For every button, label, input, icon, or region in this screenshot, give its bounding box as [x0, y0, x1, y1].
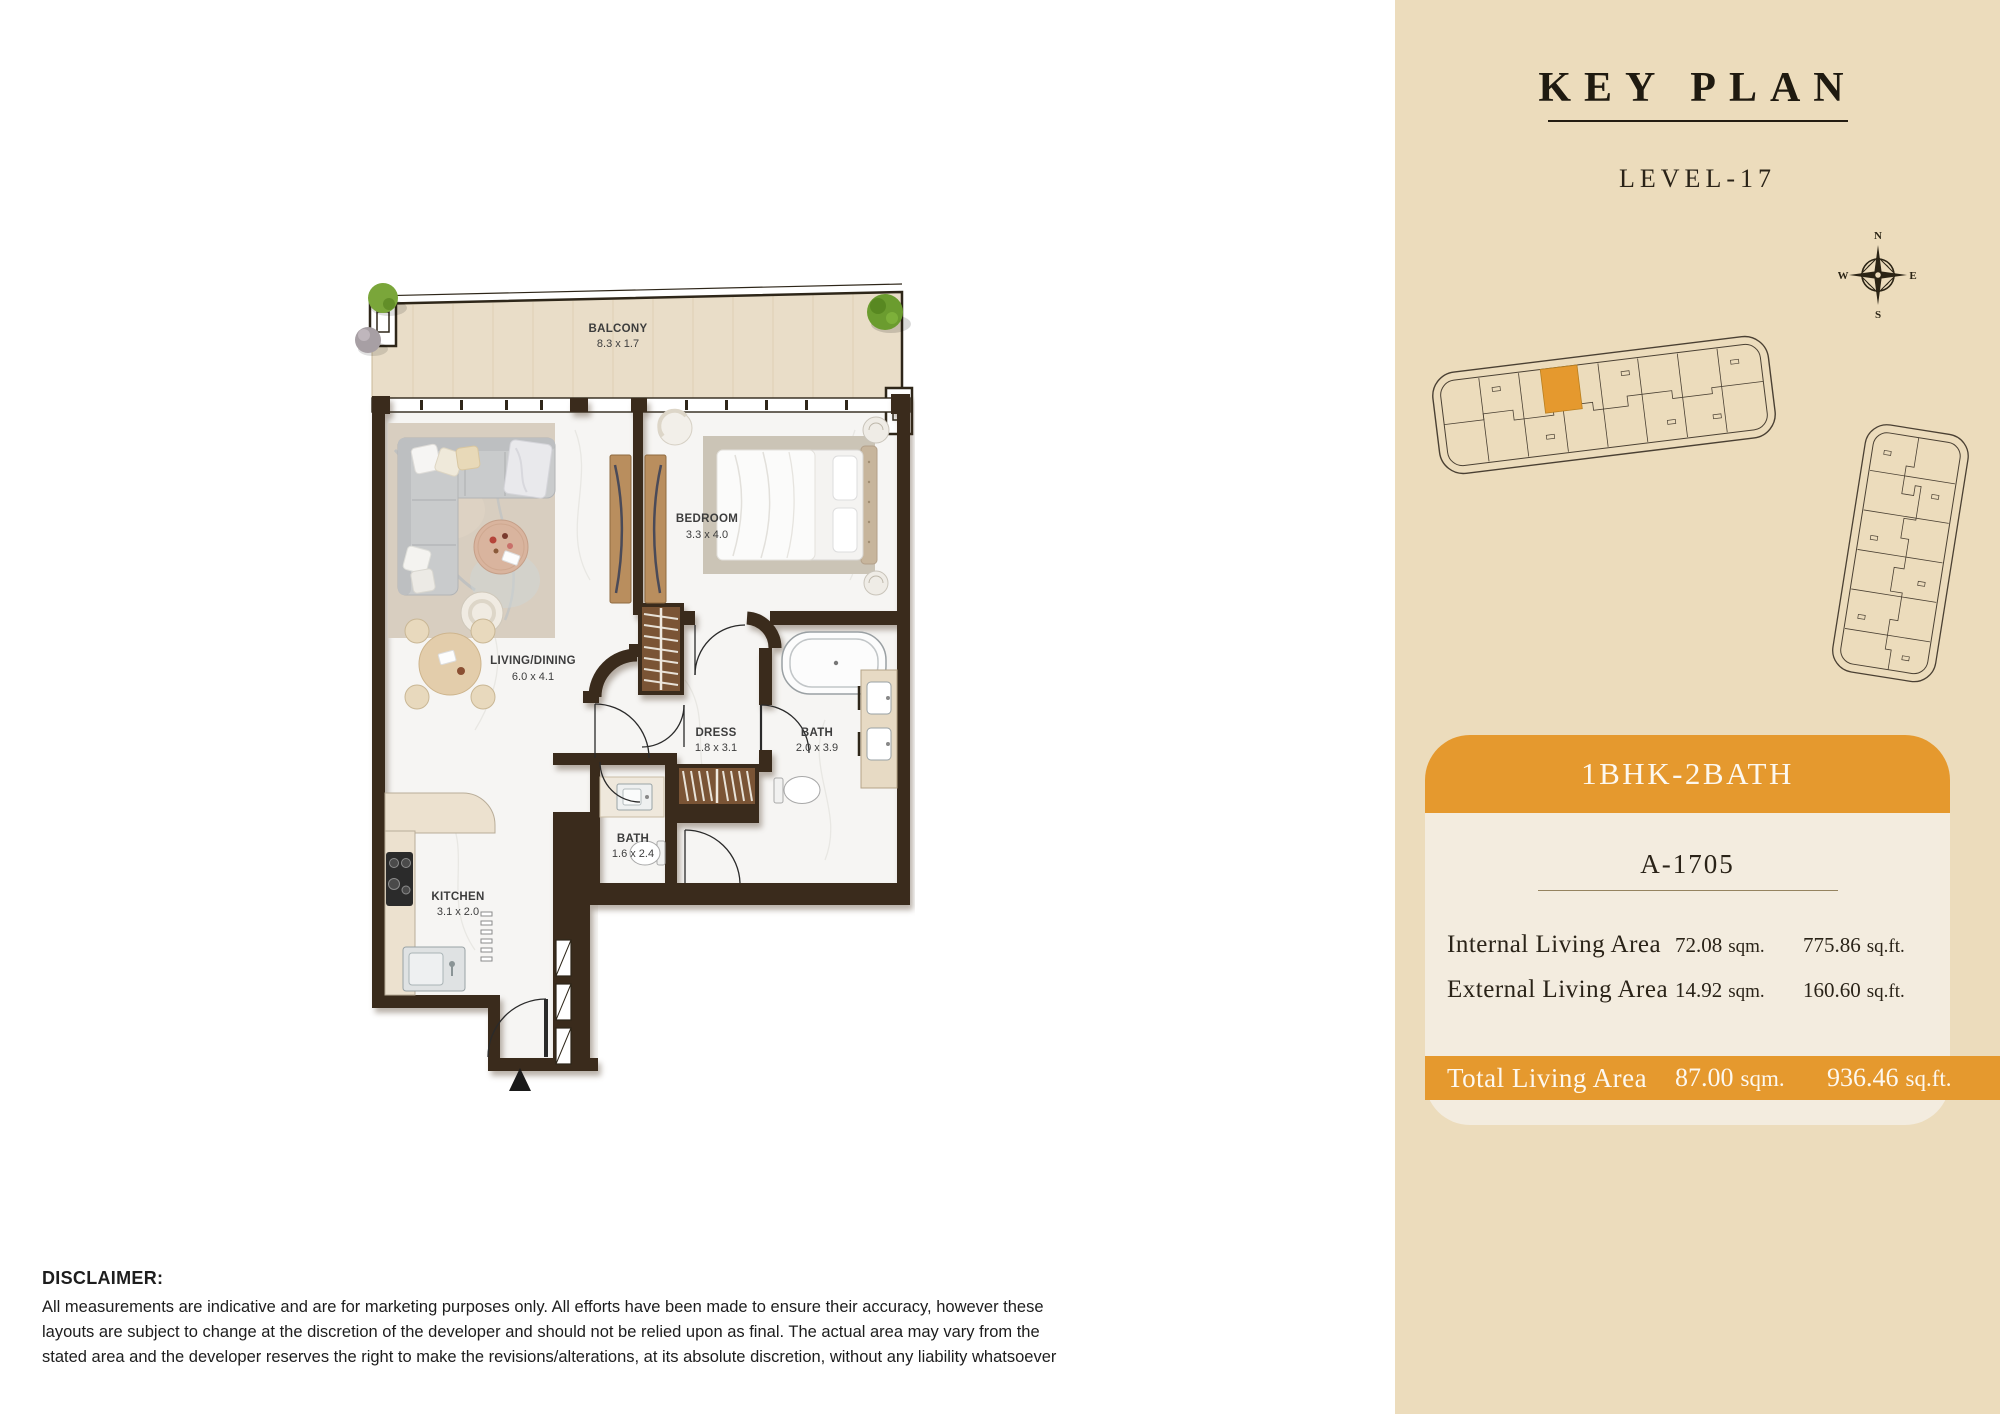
unit-type-badge	[1425, 735, 1950, 813]
disclaimer-body: All measurements are indicative and are for marketing purposes only. All efforts have been made to ensure their accuracy, however these layouts are subject to change at the discretion of the developer and should not be relied upon as final. The actual area may vary from the stated area and the developer reserves the right to make the revisions/alterations, at its absolute discretion, without any liability whatsoever	[42, 1298, 1057, 1366]
svg-text:1.8 x 3.1: 1.8 x 3.1	[694, 742, 738, 754]
svg-text:3.3 x 4.0: 3.3 x 4.0	[685, 529, 729, 541]
key-plan-title: KEY PLAN	[1538, 65, 1857, 111]
svg-text:N: N	[1874, 230, 1882, 242]
total-area-sqft: 936.46	[1827, 1063, 1899, 1092]
svg-text:8.3 x 1.7: 8.3 x 1.7	[596, 338, 640, 350]
keyplan-building-a	[1425, 330, 1783, 480]
total-area-label: Total Living Area	[1447, 1062, 1648, 1093]
compass-icon	[1838, 228, 1918, 320]
entry-arrow-icon	[509, 1068, 531, 1091]
key-plan-level: LEVEL-17	[1619, 164, 1776, 193]
total-area-sqm: 87.00	[1675, 1063, 1734, 1092]
floor-plan	[355, 250, 915, 1125]
external-area-sqft: 160.60	[1803, 978, 1861, 1002]
floor-plan-svg	[355, 250, 915, 1120]
svg-text:6.0 x 4.1: 6.0 x 4.1	[511, 671, 555, 683]
internal-area-sqft: 775.86	[1803, 933, 1861, 957]
total-area-bar: Total Living Area 87.00 sqm. 936.46 sq.ft.	[1425, 1056, 2000, 1100]
svg-text:2.0 x 3.9: 2.0 x 3.9	[795, 742, 839, 754]
key-plan-panel	[1395, 0, 2000, 1414]
external-area-label: External Living Area	[1447, 976, 1669, 1003]
disclaimer-title: DISCLAIMER:	[42, 1268, 164, 1288]
unit-number-underline	[1538, 890, 1838, 891]
keyplan-building-b	[1810, 420, 1988, 692]
internal-area-sqm: 72.08	[1675, 933, 1723, 957]
key-plan-title-underline	[1548, 120, 1848, 122]
svg-text:S: S	[1874, 309, 1882, 320]
external-area-row: External Living Area 14.92 sqm. 160.60 sq.ft.	[1447, 976, 1905, 1003]
disclaimer	[42, 1268, 1077, 1369]
svg-text:KITCHEN: KITCHEN	[431, 891, 485, 903]
svg-text:BALCONY: BALCONY	[588, 323, 648, 335]
svg-text:LIVING/DINING: LIVING/DINING	[490, 655, 576, 667]
internal-area-label: Internal Living Area	[1447, 931, 1662, 958]
external-area-sqm: 14.92	[1675, 978, 1723, 1002]
svg-text:DRESS: DRESS	[695, 727, 737, 739]
living-furniture	[388, 423, 555, 638]
svg-text:BATH: BATH	[616, 833, 650, 845]
unit-type-label: 1BHK-2BATH	[1581, 756, 1794, 791]
internal-area-row: Internal Living Area 72.08 sqm. 775.86 sq.ft.	[1447, 931, 1905, 958]
svg-text:BATH: BATH	[800, 727, 834, 739]
svg-text:W: W	[1838, 270, 1849, 282]
unit-number: A-1705	[1640, 849, 1735, 879]
svg-text:E: E	[1909, 270, 1917, 282]
svg-text:3.1 x 2.0: 3.1 x 2.0	[436, 906, 480, 918]
svg-text:BEDROOM: BEDROOM	[675, 513, 739, 525]
unit-highlight	[1540, 365, 1582, 413]
dining-set	[405, 619, 495, 709]
svg-text:1.6 x 2.4: 1.6 x 2.4	[611, 848, 655, 860]
